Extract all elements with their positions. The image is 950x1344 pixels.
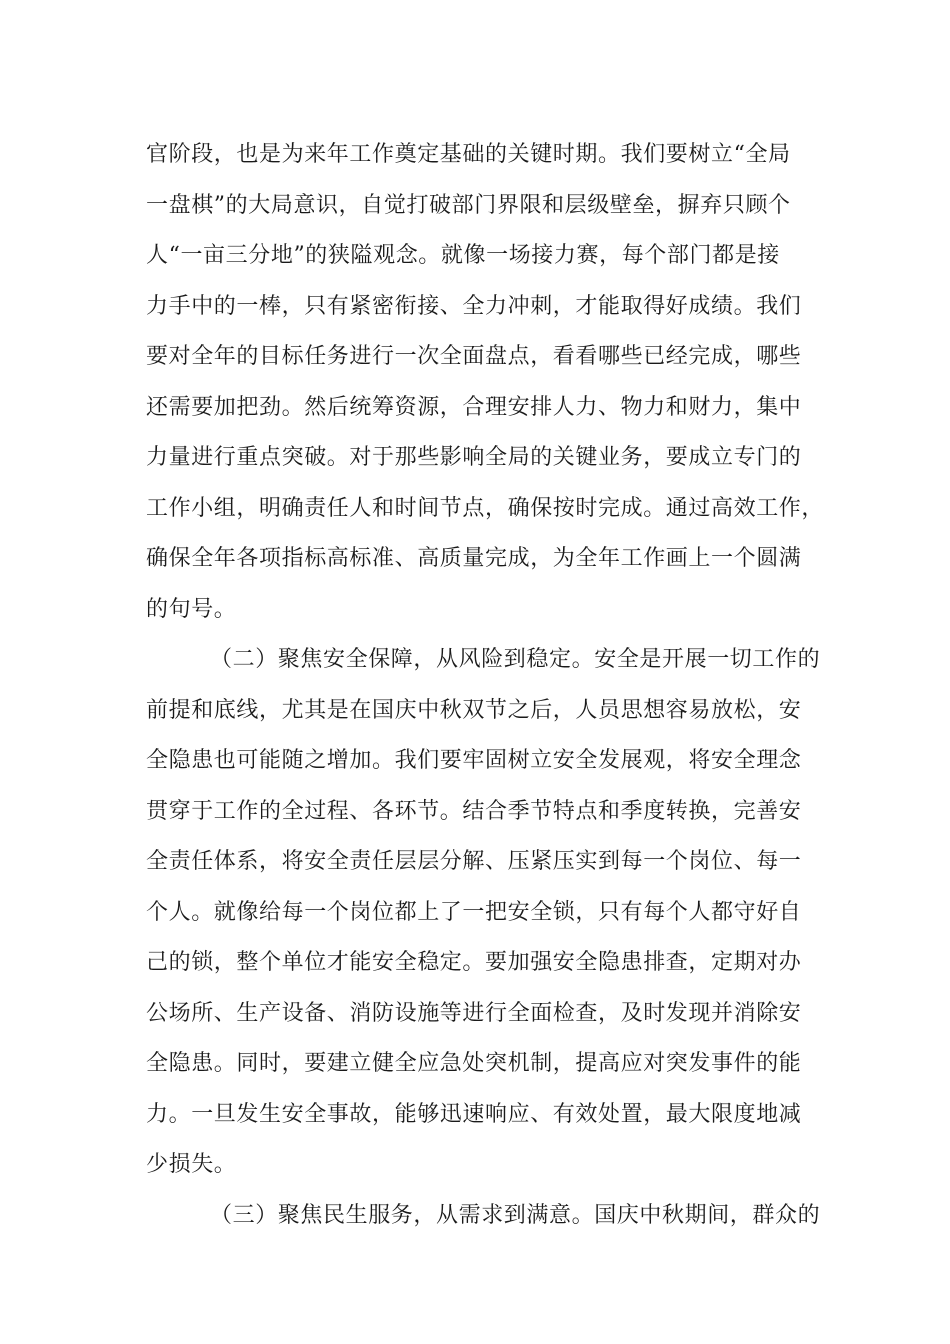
text-line: 个人。就像给每一个岗位都上了一把安全锁，只有每个人都守好自: [146, 899, 802, 925]
text-line: 公场所、生产设备、消防设施等进行全面检查，及时发现并消除安: [146, 1000, 802, 1026]
text-line: 少损失。: [146, 1152, 237, 1177]
text-line: 确保全年各项指标高标准、高质量完成，为全年工作画上一个圆满: [146, 546, 802, 571]
text-line: 己的锁，整个单位才能安全稳定。要加强安全隐患排查，定期对办: [146, 950, 802, 975]
text-line: 还需要加把劲。然后统筹资源，合理安排人力、物力和财力，集中: [146, 394, 802, 420]
text-line: 力手中的一棒，只有紧密衔接、全力冲刺，才能取得好成绩。我们: [146, 293, 802, 319]
text-line: 前提和底线，尤其是在国庆中秋双节之后，人员思想容易放松，安: [146, 697, 802, 723]
text-line: 一盘棋”的大局意识，自觉打破部门界限和层级壁垒，摒弃只顾个: [146, 192, 791, 218]
text-line: 贯穿于工作的全过程、各环节。结合季节特点和季度转换，完善安: [146, 798, 802, 824]
text-line: 全责任体系，将安全责任层层分解、压紧压实到每一个岗位、每一: [146, 849, 802, 874]
text-line: 全隐患。同时，要建立健全应急处突机制，提高应对突发事件的能: [146, 1051, 802, 1076]
text-line: 全隐患也可能随之增加。我们要牢固树立安全发展观，将安全理念: [146, 748, 802, 773]
text-line: 要对全年的目标任务进行一次全面盘点，看看哪些已经完成，哪些: [146, 344, 802, 369]
text-line: 力。一旦发生安全事故，能够迅速响应、有效处置，最大限度地减: [146, 1101, 802, 1127]
text-line: 工作小组，明确责任人和时间节点，确保按时完成。通过高效工作，: [146, 495, 825, 521]
text-line: 的句号。: [146, 596, 237, 622]
body-text: [146, 130, 826, 1241]
section-heading-line: （三）聚焦民生服务，从需求到满意。国庆中秋期间，群众的: [210, 1202, 821, 1228]
text-line: 人“一亩三分地”的狭隘观念。就像一场接力赛，每个部门都是接: [146, 243, 780, 268]
section-heading-line: （二）聚焦安全保障，从风险到稳定。安全是开展一切工作的: [210, 647, 821, 672]
text-line: 官阶段，也是为来年工作奠定基础的关键时期。我们要树立“全局: [146, 142, 791, 167]
text-line: 力量进行重点突破。对于那些影响全局的关键业务，要成立专门的: [146, 445, 802, 470]
